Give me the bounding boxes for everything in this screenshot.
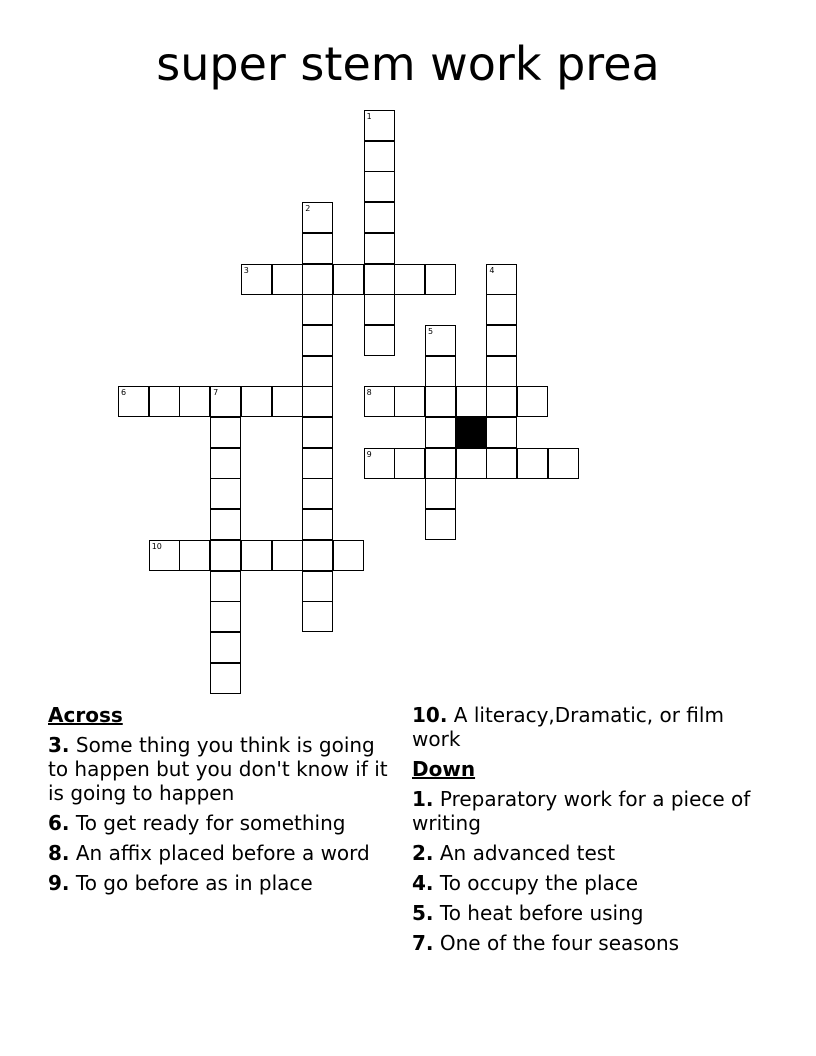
clue-across-9 <box>48 871 388 895</box>
grid-cell[interactable] <box>302 386 333 417</box>
grid-cell[interactable] <box>517 448 548 479</box>
clue-across-3 <box>48 733 388 805</box>
grid-cell[interactable] <box>486 356 517 387</box>
grid-cell[interactable] <box>486 264 517 295</box>
grid-cell[interactable] <box>118 386 149 417</box>
clue-text: To occupy the place <box>439 871 639 895</box>
cell-number: 10 <box>151 541 162 551</box>
clue-number: 8. <box>48 841 70 865</box>
grid-cell[interactable] <box>486 417 517 448</box>
grid-cell[interactable] <box>302 233 333 264</box>
cell-number: 8 <box>366 388 372 398</box>
clue-across-8 <box>48 841 388 865</box>
clue-number: 1. <box>412 787 434 811</box>
grid-cell[interactable] <box>210 509 241 540</box>
clue-text: An advanced test <box>439 841 616 865</box>
grid-cell[interactable] <box>364 171 395 202</box>
grid-cell[interactable] <box>241 540 272 571</box>
clue-column-right <box>412 703 772 961</box>
grid-cell[interactable] <box>210 478 241 509</box>
grid-cell[interactable] <box>517 386 548 417</box>
grid-cell[interactable] <box>302 448 333 479</box>
grid-cell[interactable] <box>210 663 241 694</box>
grid-cell[interactable] <box>302 540 333 571</box>
cell-number: 4 <box>489 265 495 275</box>
grid-cell[interactable] <box>456 448 487 479</box>
grid-cell[interactable] <box>364 264 395 295</box>
grid-cell[interactable] <box>486 294 517 325</box>
grid-cell[interactable] <box>302 417 333 448</box>
grid-cell[interactable] <box>272 540 303 571</box>
grid-cell[interactable] <box>364 325 395 356</box>
grid-cell[interactable] <box>364 233 395 264</box>
grid-cell[interactable] <box>425 386 456 417</box>
grid-cell[interactable] <box>394 386 425 417</box>
clue-down-7 <box>412 931 772 955</box>
clue-text: One of the four seasons <box>439 931 680 955</box>
clue-text: To get ready for something <box>75 811 346 835</box>
grid-cell[interactable] <box>364 141 395 172</box>
grid-cell[interactable] <box>456 386 487 417</box>
grid-cell[interactable] <box>425 325 456 356</box>
grid-cell[interactable] <box>210 571 241 602</box>
grid-cell[interactable] <box>364 110 395 141</box>
grid-cell[interactable] <box>364 202 395 233</box>
clue-across-6 <box>48 811 388 835</box>
cell-number: 7 <box>213 388 219 398</box>
cell-number: 5 <box>428 326 434 336</box>
clue-text: Preparatory work for a piece of writing <box>412 787 751 835</box>
clue-down-4 <box>412 871 772 895</box>
clue-text: To heat before using <box>439 901 644 925</box>
grid-cell[interactable] <box>302 571 333 602</box>
clue-number: 5. <box>412 901 434 925</box>
grid-cell[interactable] <box>210 601 241 632</box>
clue-number: 3. <box>48 733 70 757</box>
cell-number: 2 <box>305 204 311 214</box>
cell-number: 3 <box>243 265 249 275</box>
grid-cell[interactable] <box>272 264 303 295</box>
grid-cell[interactable] <box>149 540 180 571</box>
clue-down-5 <box>412 901 772 925</box>
grid-cell[interactable] <box>425 448 456 479</box>
clue-down-1 <box>412 787 772 835</box>
grid-cell[interactable] <box>179 540 210 571</box>
clue-number: 9. <box>48 871 70 895</box>
grid-cell[interactable] <box>241 386 272 417</box>
grid-cell[interactable] <box>210 540 241 571</box>
across-heading: Across <box>48 703 123 727</box>
clue-down-2 <box>412 841 772 865</box>
clue-text: A literacy,Dramatic, or film work <box>412 703 724 751</box>
grid-cell[interactable] <box>333 264 364 295</box>
grid-cell[interactable] <box>210 448 241 479</box>
clue-text: An affix placed before a word <box>75 841 370 865</box>
cell-number: 6 <box>121 388 127 398</box>
grid-cell[interactable] <box>210 417 241 448</box>
clue-number: 7. <box>412 931 434 955</box>
page-title: super stem work prea <box>156 37 660 91</box>
grid-cell[interactable] <box>302 202 333 233</box>
clue-number: 4. <box>412 871 434 895</box>
grid-cell[interactable] <box>302 264 333 295</box>
grid-cell[interactable] <box>548 448 579 479</box>
grid-cell[interactable] <box>486 448 517 479</box>
grid-cell[interactable] <box>210 632 241 663</box>
grid-cell[interactable] <box>302 509 333 540</box>
grid-cell[interactable] <box>486 386 517 417</box>
grid-cell[interactable] <box>425 478 456 509</box>
grid-cell[interactable] <box>425 417 456 448</box>
clue-text: To go before as in place <box>75 871 313 895</box>
black-cell <box>456 417 487 448</box>
clue-number: 2. <box>412 841 434 865</box>
grid-cell[interactable] <box>394 448 425 479</box>
grid-cell[interactable] <box>272 386 303 417</box>
grid-cell[interactable] <box>241 264 272 295</box>
clue-across-10 <box>412 703 772 751</box>
grid-cell[interactable] <box>302 294 333 325</box>
cell-number: 1 <box>366 112 372 121</box>
grid-cell[interactable] <box>486 325 517 356</box>
grid-cell[interactable] <box>333 540 364 571</box>
grid-cell[interactable] <box>149 386 180 417</box>
grid-cell[interactable] <box>302 356 333 387</box>
grid-cell[interactable] <box>364 448 395 479</box>
clue-text: Some thing you think is going to happen but you don't know if it is going to happen <box>48 733 388 805</box>
grid-cell[interactable] <box>179 386 210 417</box>
clue-number: 6. <box>48 811 70 835</box>
grid-cell[interactable] <box>364 294 395 325</box>
clue-column-left <box>48 703 388 901</box>
down-heading: Down <box>412 757 476 781</box>
grid-cell[interactable] <box>425 264 456 295</box>
grid-cell[interactable] <box>425 509 456 540</box>
grid-cell[interactable] <box>210 386 241 417</box>
clue-number: 10. <box>412 703 448 727</box>
cell-number: 9 <box>366 449 372 459</box>
grid-cell[interactable] <box>425 356 456 387</box>
grid-cell[interactable] <box>394 264 425 295</box>
grid-cell[interactable] <box>302 601 333 632</box>
grid-cell[interactable] <box>302 325 333 356</box>
grid-cell[interactable] <box>302 478 333 509</box>
grid-cell[interactable] <box>364 386 395 417</box>
